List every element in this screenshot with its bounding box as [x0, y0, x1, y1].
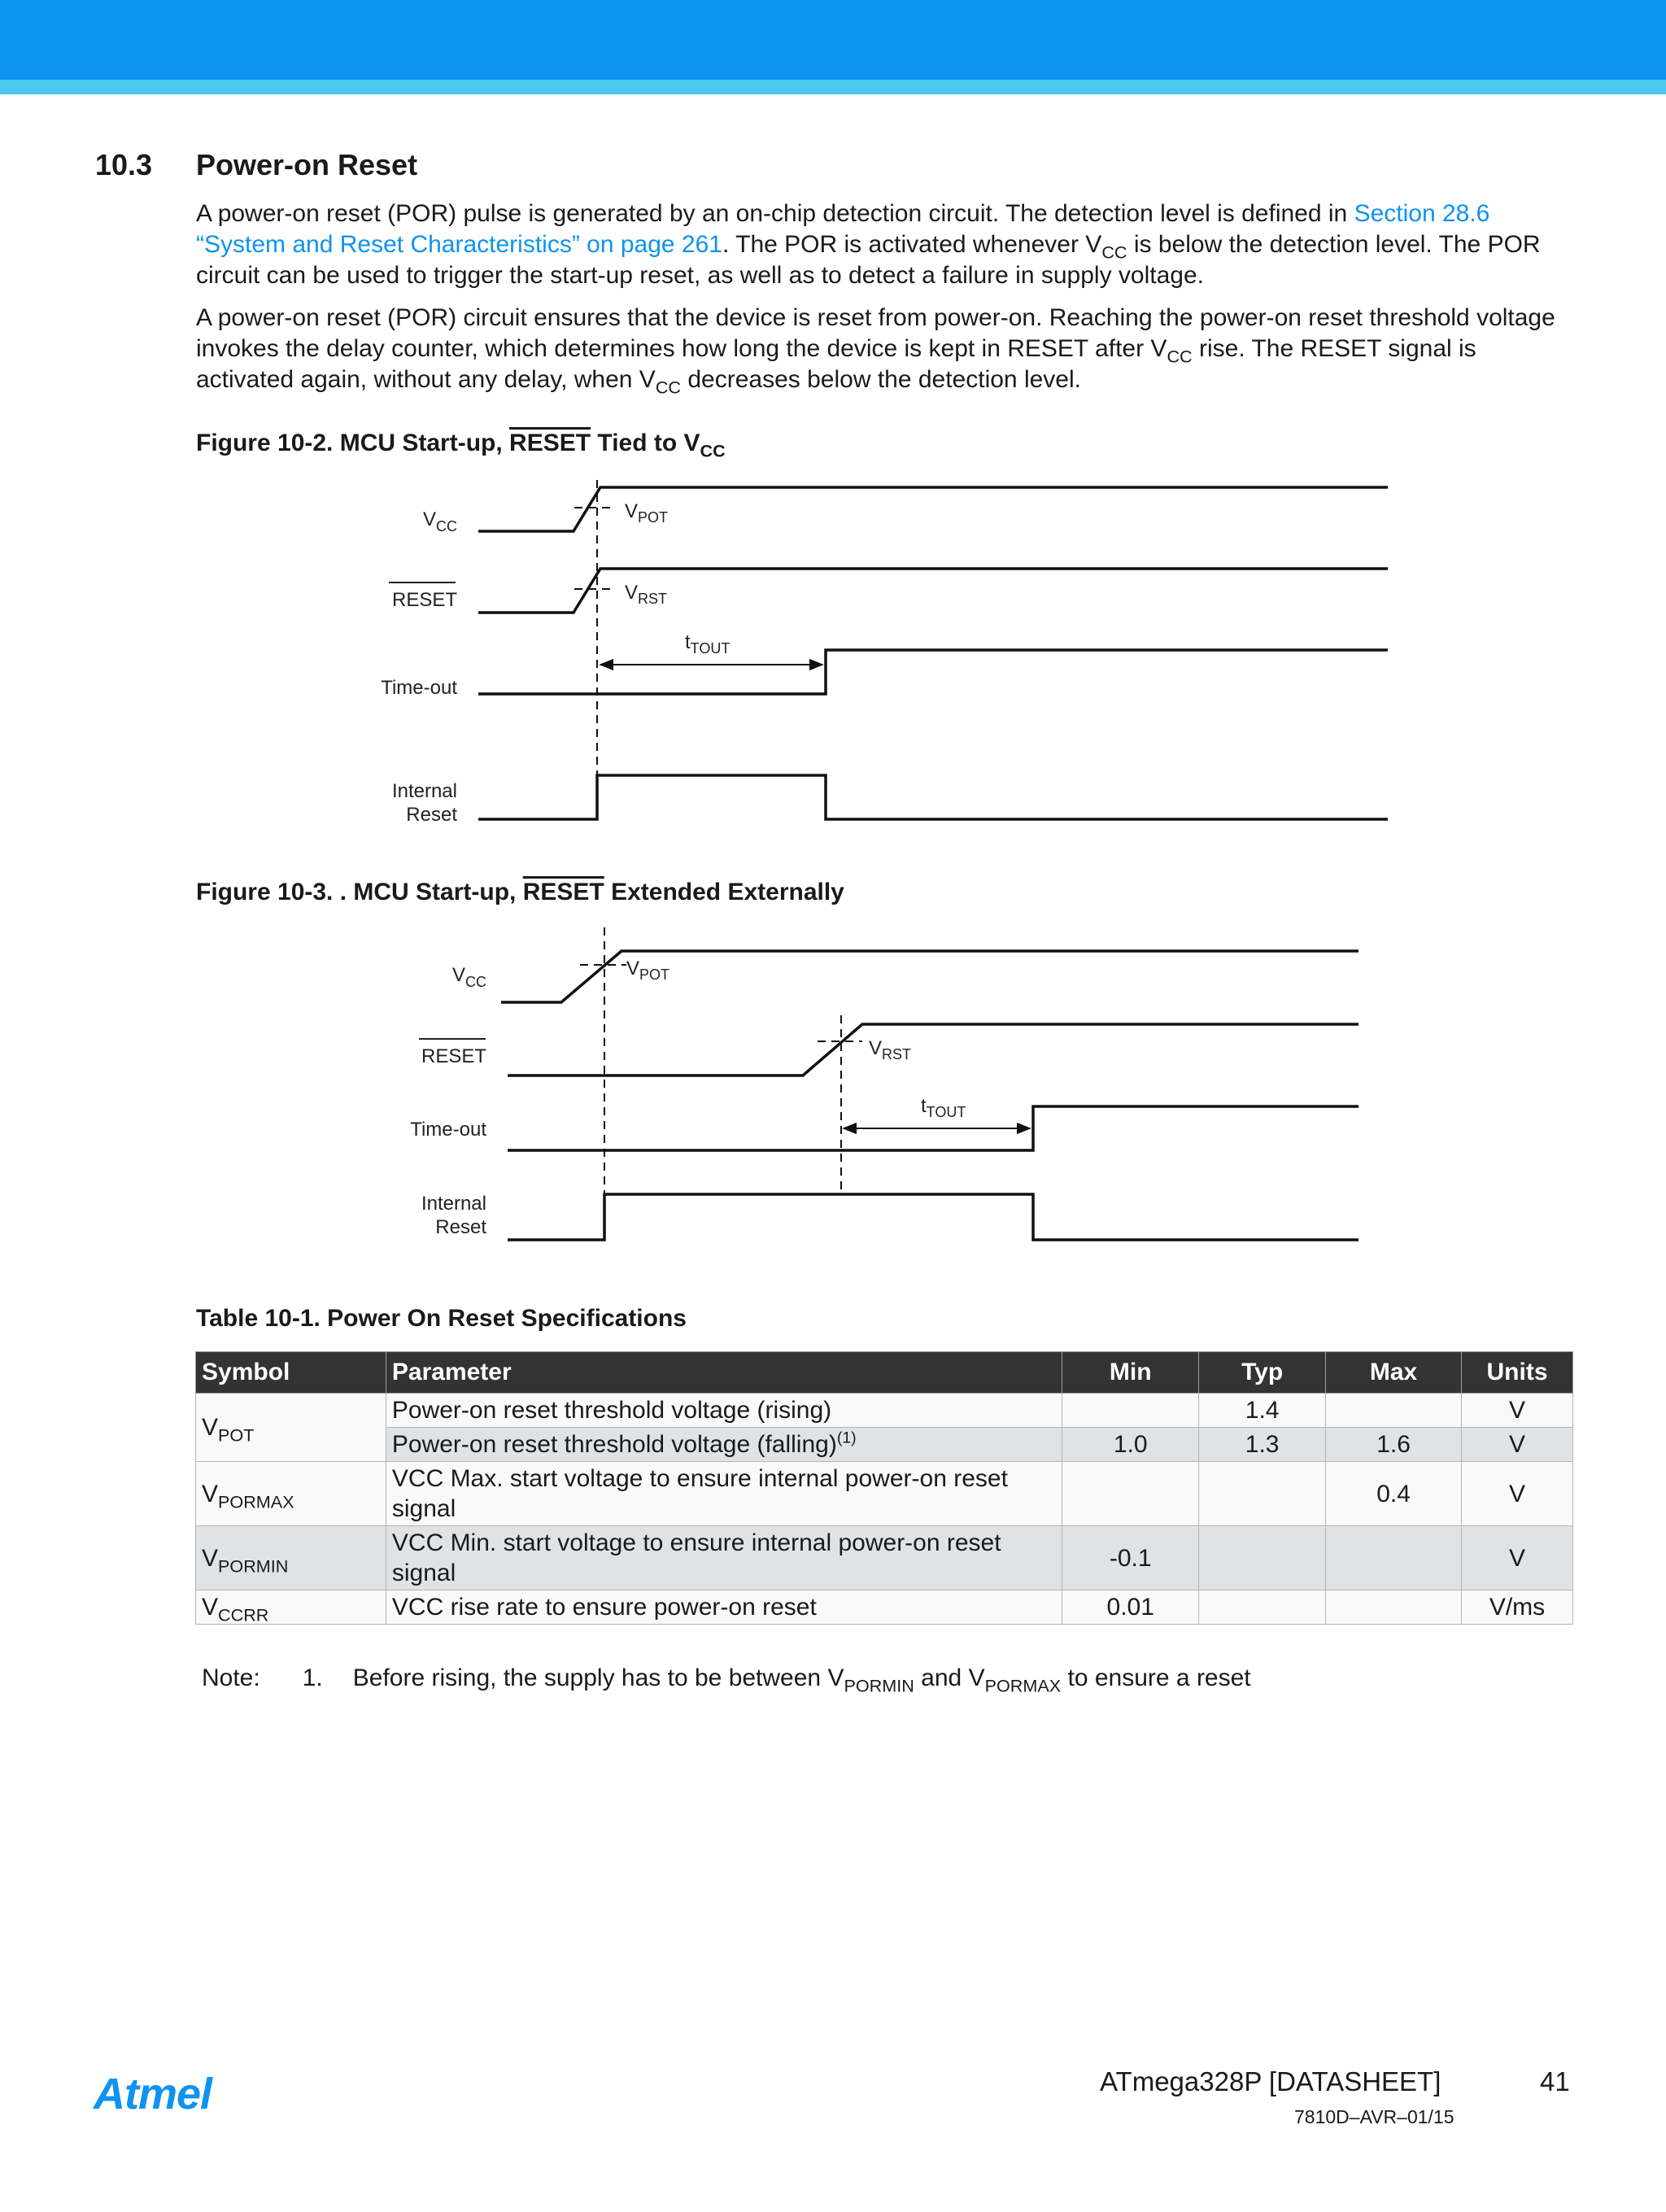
symbol-vpormin: $V_{PORMIN}$ — [196, 1526, 386, 1590]
label-vrst: $V_{RST}$ — [625, 582, 668, 607]
param-cell: Power-on reset threshold voltage (rising) — [386, 1394, 1062, 1428]
timing-diagram-reset-extended — [0, 919, 1666, 1245]
header-stripe — [0, 80, 1666, 94]
table-caption: Table 10-1. Power On Reset Specifications — [196, 1305, 687, 1332]
table-row — [196, 1394, 1573, 1428]
figure-10-2-caption: Figure 10-2. MCU Start-up, RESET Tied to $V_{CC}$ — [196, 430, 726, 461]
table-row — [196, 1462, 1573, 1526]
internal-reset-waveform — [508, 1194, 1359, 1240]
min-cell: 1.0 — [1062, 1428, 1199, 1462]
typ-cell — [1199, 1526, 1326, 1590]
label-internal: Internal — [421, 1193, 486, 1215]
symbol-vpormax: $V_{PORMAX}$ — [196, 1462, 386, 1526]
paragraph-por-pulse: A power-on reset (POR) pulse is generated by an on-chip detection circuit. The detection level is defined in Section 28.6 “System and Reset Characteristics” on page 261. The POR is activated whenever $V_{CC}$ is below the detection level. The POR circuit can be used to trigger the start-up reset, as well as to detect a failure in supply voltage. — [196, 200, 1541, 289]
section-28-6-link[interactable]: Section 28.6 “System and Reset Characteristics” on page 261 — [196, 200, 1490, 258]
label-vpot: $V_{POT}$ — [626, 958, 670, 983]
units-cell: V — [1462, 1428, 1573, 1462]
footer-doc-title: ATmega328P [DATASHEET] — [1100, 2066, 1441, 2096]
section-number: 10.3 — [95, 148, 153, 181]
timing-diagram-reset-tied — [0, 456, 1666, 846]
units-cell: V — [1462, 1394, 1573, 1428]
footer-page-number: 41 — [1540, 2066, 1570, 2096]
section-title: Power-on Reset — [196, 148, 418, 181]
timeout-waveform — [478, 650, 1388, 694]
label-reset: RESET — [421, 1045, 486, 1067]
internal-reset-waveform — [478, 775, 1388, 819]
symbol-vpot: $V_{POT}$ — [196, 1394, 386, 1462]
footer-doc-code: 7810D–AVR–01/15 — [1294, 2106, 1454, 2127]
units-cell: V — [1462, 1462, 1573, 1526]
param-cell: VCC Min. start voltage to ensure internal power-on reset signal — [386, 1526, 1062, 1590]
power-on-reset-spec-table — [195, 1351, 1573, 1625]
header-symbol: Symbol — [196, 1352, 386, 1394]
header-bar — [0, 0, 1666, 80]
min-cell — [1062, 1462, 1199, 1526]
max-cell: 1.6 — [1326, 1428, 1462, 1462]
min-cell: 0.01 — [1062, 1590, 1199, 1625]
label-reset-2: Reset — [435, 1216, 486, 1238]
min-cell: -0.1 — [1062, 1526, 1199, 1590]
table-row — [196, 1428, 1573, 1462]
typ-cell — [1199, 1590, 1326, 1625]
label-reset-2: Reset — [406, 804, 457, 826]
label-vcc: $V_{CC}$ — [422, 508, 457, 534]
header-typ: Typ — [1199, 1352, 1326, 1394]
param-cell: Power-on reset threshold voltage (falling)$^{(1)}$ — [386, 1428, 1062, 1462]
max-cell — [1326, 1394, 1462, 1428]
units-cell: V/ms — [1462, 1590, 1573, 1625]
header-units: Units — [1462, 1352, 1573, 1394]
units-cell: V — [1462, 1526, 1573, 1590]
label-vcc: $V_{CC}$ — [451, 964, 486, 990]
typ-cell: 1.3 — [1199, 1428, 1326, 1462]
table-row — [196, 1590, 1573, 1625]
table-header-row — [196, 1352, 1573, 1394]
param-cell: VCC rise rate to ensure power-on reset — [386, 1590, 1062, 1625]
header-min: Min — [1062, 1352, 1199, 1394]
max-cell: 0.4 — [1326, 1462, 1462, 1526]
label-timeout: Time-out — [381, 677, 457, 699]
max-cell — [1326, 1590, 1462, 1625]
label-vpot: $V_{POT}$ — [625, 500, 669, 526]
label-vrst: $V_{RST}$ — [869, 1037, 912, 1062]
reset-waveform — [478, 569, 1388, 613]
reset-waveform — [508, 1024, 1359, 1075]
table-row — [196, 1526, 1573, 1590]
typ-cell: 1.4 — [1199, 1394, 1326, 1428]
table-note: Note: 1. Before rising, the supply has to be between $V_{PORMIN}$ and $V_{PORMAX}$ to ensure a reset — [202, 1664, 1251, 1696]
header-parameter: Parameter — [386, 1352, 1062, 1394]
label-reset: RESET — [391, 589, 457, 611]
label-ttout: $t_{TOUT}$ — [921, 1095, 966, 1120]
symbol-vccrr: $V_{CCRR}$ — [196, 1590, 386, 1625]
atmel-logo: Atmel — [94, 2070, 212, 2118]
param-cell: VCC Max. start voltage to ensure internal power-on reset signal — [386, 1462, 1062, 1526]
max-cell — [1326, 1526, 1462, 1590]
figure-10-3-caption: Figure 10-3. . MCU Start-up, RESET Extended Externally — [196, 879, 844, 905]
vcc-waveform — [478, 487, 1388, 531]
paragraph-por-circuit: A power-on reset (POR) circuit ensures that the device is reset from power-on. Reaching the power-on reset threshold voltage invokes the delay counter, which determines how long the device is kept in RESET after $V_{CC}$ rise. The RESET signal is activated again, without any delay, when $V_{CC}$ decreases below the detection level. — [196, 304, 1555, 398]
header-max: Max — [1326, 1352, 1462, 1394]
label-internal: Internal — [391, 780, 457, 802]
label-timeout: Time-out — [410, 1119, 486, 1141]
label-ttout: $t_{TOUT}$ — [685, 631, 731, 657]
typ-cell — [1199, 1462, 1326, 1526]
min-cell — [1062, 1394, 1199, 1428]
